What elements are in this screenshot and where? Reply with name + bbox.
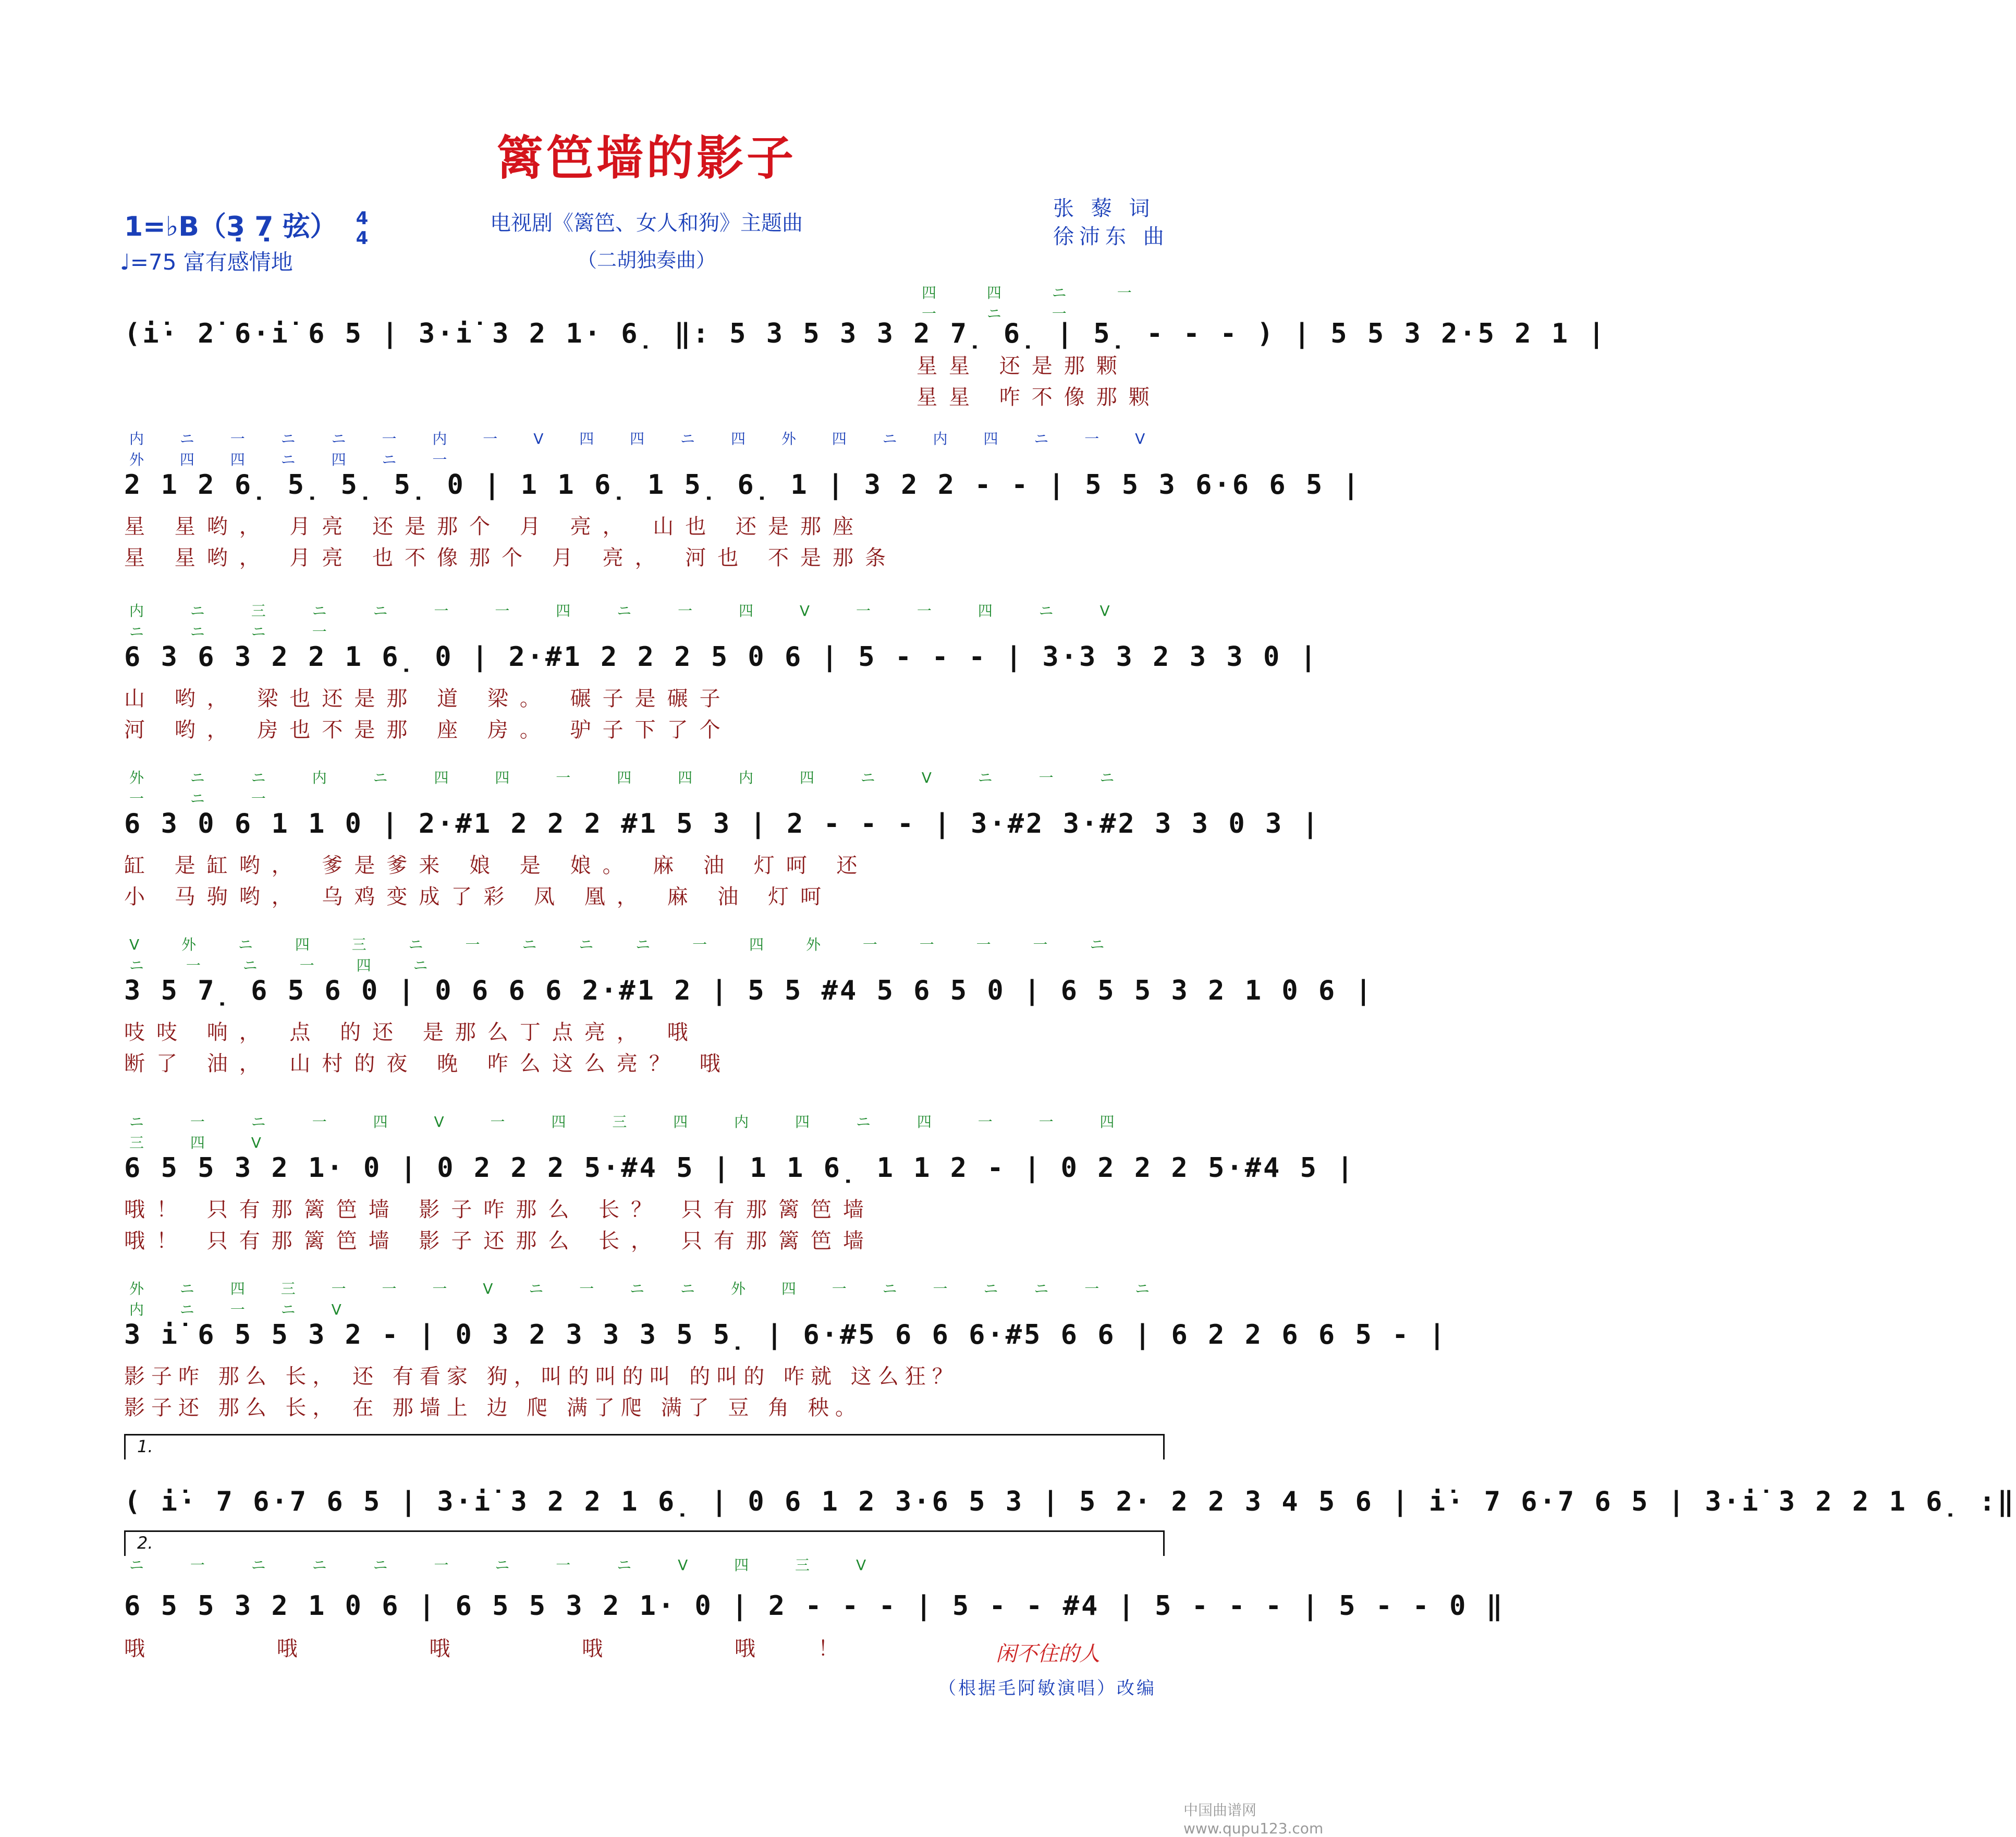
bowing-annotations xyxy=(124,1272,1172,1318)
lyrics-verse-2: 河 哟， 房也不是那 座 房。 驴子下了个 xyxy=(124,718,732,742)
arranger-signature: 闲不住的人 xyxy=(996,1642,1100,1666)
annotation-row: 四 四 ニ 一 一 ニ 一 xyxy=(922,284,1155,322)
bowing-annotations xyxy=(124,1105,1172,1151)
notation-row: 3 5 7̣ 6 5 6 0 | 0 6 6 6 2·#1 2 | 5 5 #4 5 6 5 0 | 6 5 5 3 2 1 0 6 | xyxy=(124,975,1374,1006)
score-system-6 xyxy=(124,1105,1355,1257)
annotation-row: 外 ニ 四 三 一 一 一 V ニ 一 ニ ニ 外 四 一 ニ 一 ニ ニ 一 ニ 内 ニ 一 ニ V xyxy=(129,1280,1166,1318)
bowing-annotations xyxy=(124,761,1172,807)
lyrics-verse-2: 小 马驹哟， 乌鸡变成了彩 凤 凰， 麻 油 灯呵 xyxy=(124,885,833,909)
score-system-2 xyxy=(124,422,1361,574)
bowing-annotations xyxy=(124,271,1172,322)
annotation-row: 内 ニ 三 ニ ニ 一 一 四 ニ 一 四 V 一 一 四 ニ V ニ ニ ニ 一 xyxy=(129,602,1131,640)
score-system-5 xyxy=(124,928,1374,1079)
annotation-row: ニ 一 ニ 一 四 V 一 四 三 四 内 四 ニ 四 一 一 四 三 四 V xyxy=(129,1113,1135,1151)
lyrics-verse-2: 断了 油， 山村的夜 晚 咋么这么亮？ 哦 xyxy=(124,1052,732,1076)
notation-row: 6 3 6 3 2 2 1 6̣ 0 | 2·#1 2 2 2 5 0 6 | 5 - - - | 3·3 3 2 3 3 0 | xyxy=(124,641,1318,673)
score-system-8 xyxy=(124,1439,2016,1517)
volta-label: 1. xyxy=(137,1437,153,1456)
time-bottom: 4 xyxy=(356,228,369,249)
annotation-row: 外 ニ ニ 内 ニ 四 四 一 四 四 内 四 ニ V ニ 一 ニ 一 ニ 一 xyxy=(129,769,1135,807)
bowing-annotations xyxy=(124,928,1172,974)
subtitle-instrument: （二胡独奏曲） xyxy=(577,249,716,272)
score-system-4 xyxy=(124,761,1321,913)
site-logo: 中国曲谱网 www.qupu123.com xyxy=(1183,1802,1324,1837)
volta-label: 2. xyxy=(137,1533,153,1553)
notation-row: (i̇· 2̇ 6·i̇ 6 5 | 3·i̇ 3 2 1· 6̣ ‖: 5 3 5 3 3 2 7̣ 6̣ | 5̣ - - - ) | 5 5 3 2·5 2 1 | xyxy=(124,318,1607,349)
subtitle: 电视剧《篱笆、女人和狗》主题曲 xyxy=(490,211,803,235)
composer-credit: 徐沛东 曲 xyxy=(1053,225,1169,249)
lyrics-verse-1: 哦！ 只有那篱笆墙 影子咋那么 长？ 只有那篱笆墙 xyxy=(124,1198,875,1222)
annotation-row: ニ 一 ニ ニ ニ 一 ニ 一 ニ V 四 三 V xyxy=(129,1556,887,1574)
lyrics-verse-1: 星 星哟， 月亮 还是那个 月 亮， 山也 还是那座 xyxy=(124,515,865,539)
time-top: 4 xyxy=(356,208,369,229)
notation-row: 3 i̇ 6 5 5 3 2 - | 0 3 2 3 3 3 5 5̣ | 6·#5 6 6 6·#5 6 6 | 6 2 2 6 6 5 - | xyxy=(124,1319,1448,1351)
notation-row: 6 5 5 3 2 1· 0 | 0 2 2 2 5·#4 5 | 1 1 6̣ 1 1 2 - | 0 2 2 2 5·#4 5 | xyxy=(124,1152,1355,1184)
notation-row: 6 3 0 6 1 1 0 | 2·#1 2 2 2 #1 5 3 | 2 - - - | 3·#2 3·#2 3 3 0 3 | xyxy=(124,808,1321,840)
notation-row: 6 5 5 3 2 1 0 6 | 6 5 5 3 2 1· 0 | 2 - - - | 5 - - #4 | 5 - - - | 5 - - 0 ‖ xyxy=(124,1590,1505,1622)
lyrics-verse-2: 影子还 那么 长， 在 那墙上 边 爬 满了爬 满了 豆 角 秧。 xyxy=(124,1396,862,1420)
bowing-annotations xyxy=(124,594,1172,640)
lyrics-verse-1: 哦 哦 哦 哦 哦！ xyxy=(124,1637,901,1661)
lyrics-verse-1: 影子咋 那么 长， 还 有看家 狗，叫的叫的叫 的叫的 咋就 这么狂？ xyxy=(124,1365,959,1389)
lyrics-verse-1: 吱吱 响， 点 的还 是那么丁点亮， 哦 xyxy=(124,1020,700,1044)
annotation-row: V 外 ニ 四 三 ニ 一 ニ ニ ニ 一 四 外 一 一 一 一 ニ ニ 一 ニ 一 四 ニ xyxy=(129,936,1123,974)
bowing-annotations xyxy=(124,1538,1172,1580)
lyricist-credit: 张 藜 词 xyxy=(1053,197,1155,221)
arrangement-source-note: （根据毛阿敏演唱）改编 xyxy=(938,1678,1156,1699)
key-label: 1=♭B（3̣ 7̣ 弦） xyxy=(124,211,337,242)
annotation-row: 内 ニ 一 ニ ニ 一 内 一 V 四 四 ニ 四 外 四 ニ 内 四 ニ 一 V 外 四 四 ニ 四 ニ 一 xyxy=(129,430,1161,468)
score-system-7 xyxy=(124,1272,1448,1424)
lyrics-verse-2: 哦！ 只有那篱笆墙 影子还那么 长， 只有那篱笆墙 xyxy=(124,1229,875,1253)
lyrics-verse-1: 星星 还是那颗 xyxy=(917,354,1129,378)
score-system-3 xyxy=(124,594,1318,746)
song-title: 篱笆墙的影子 xyxy=(496,130,797,186)
bowing-annotations xyxy=(124,422,1172,468)
notation-row: ( i̇· 7 6·7 6 5 | 3·i̇ 3 2 2 1 6̣ | 0 6 1 2 3·6 5 3 | 5 2· 2 2 3 4 5 6 | i̇· 7 6·7 6 5 | 3·i̇ 3 2 2 1 6̣ :‖ xyxy=(124,1486,2016,1517)
score-system-1 xyxy=(124,271,1607,412)
notation-row: 2 1 2 6̣ 5̣ 5̣ 5̣ 0 | 1 1 6̣ 1 5̣ 6̣ 1 | 3 2 2 - - | 5 5 3 6·6 6 5 | xyxy=(124,469,1361,501)
lyrics-verse-1: 山 哟， 梁也还是那 道 梁。 碾子是碾子 xyxy=(124,687,732,711)
lyrics-verse-2: 星 星哟， 月亮 也不像那个 月 亮， 河也 不是那条 xyxy=(124,546,898,570)
lyrics-verse-1: 缸 是缸哟， 爹是爹来 娘 是 娘。 麻 油 灯呵 还 xyxy=(124,854,869,878)
lyrics-verse-2: 星星 咋不像那颗 xyxy=(917,385,1161,409)
tempo-marking: ♩=75 富有感情地 xyxy=(120,249,293,275)
